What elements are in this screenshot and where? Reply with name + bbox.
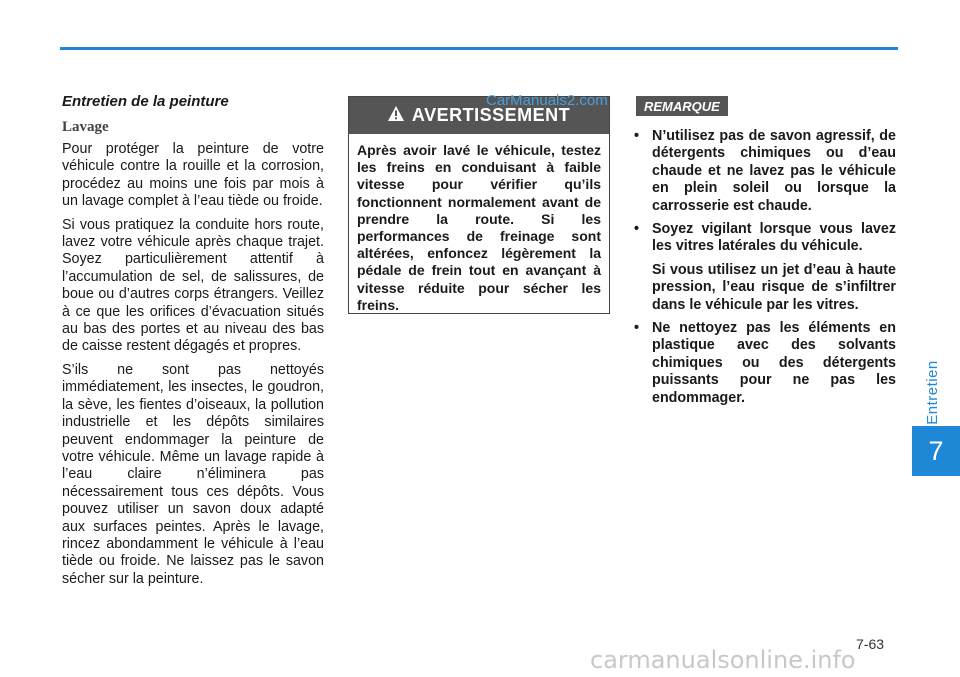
remark-item <box>632 221 896 314</box>
remark-paragraph: N’utilisez pas de savon agressif, de détergents chimiques ou d’eau chaude et ne lavez pas le véhicule en plein soleil ou lorsque la carrosserie est chaude. <box>652 128 896 214</box>
page-number: 7-63 <box>856 636 885 652</box>
chapter-side-label <box>916 352 948 432</box>
watermark-top[interactable]: CarManuals2.com <box>486 92 608 109</box>
footer-watermark[interactable]: carmanualsonline.info <box>590 646 856 674</box>
body-paragraph: S’ils ne sont pas nettoyés immédiatement, les insectes, le goudron, la sève, les fientes d’oiseaux, la pollution industrielle et les dépôts similaires peuvent endommager la peinture de votre véhicule. Même un lavage rapide à l’eau claire n’éliminera pas nécessairement tous ces dépôts. Vous pouvez utiliser un savon doux adapté aux surfaces peintes. Après le lavage, rincez abondamment le véhicule à l’eau tiède ou froide. Ne laissez pas le savon sécher sur la peinture. <box>62 361 324 587</box>
body-paragraph: Pour protéger la peinture de votre véhicule contre la rouille et la corrosion, procédez au moins une fois par mois à un lavage complet à l’eau tiède ou froide. <box>62 141 324 210</box>
remark-item <box>632 320 896 407</box>
section-title: Entretien de la peinture <box>62 93 229 110</box>
warning-triangle-icon <box>388 105 404 126</box>
chapter-number-tab: 7 <box>912 426 960 476</box>
bullet-icon: • <box>634 320 640 337</box>
remark-item <box>632 128 896 215</box>
remark-list <box>632 128 896 413</box>
warning-title: AVERTISSEMENT <box>411 105 571 125</box>
bullet-icon: • <box>634 128 640 144</box>
remark-badge: REMARQUE <box>636 96 728 116</box>
chapter-label-text: Entretien <box>923 359 941 425</box>
subsection-title: Lavage <box>62 119 109 135</box>
remark-paragraph: Soyez vigilant lorsque vous lavez les vitres latérales du véhicule. <box>652 221 896 255</box>
remark-paragraph: Ne nettoyez pas les éléments en plastique avec des solvants chimiques ou des détergents puissants pour ne pas les endommager. <box>652 320 896 406</box>
body-paragraph: Si vous pratiquez la conduite hors route, lavez votre véhicule après chaque trajet. Soyez particulièrement attentif à l’accumulation de sel, de salissures, de boue ou d’autres corps étrangers. Veillez à ce que les orifices d’évacuation situés au bas des portes et au niveau des bas de caisse restent dégagés et propres. <box>62 216 324 355</box>
warning-box <box>348 96 610 314</box>
text-column-left <box>62 92 324 594</box>
header-rule <box>60 47 898 50</box>
remark-paragraph: Si vous utilisez un jet d’eau à haute pression, l’eau risque de s’infiltrer dans le véhicule par les vitres. <box>652 261 896 313</box>
bullet-icon: • <box>634 221 640 238</box>
warning-text: Après avoir lavé le véhicule, testez les freins en conduisant à faible vitesse pour vérifier qu’ils fonctionnent normalement avant de prendre la route. Si les performances de freinage sont altérées, enfoncez légèrement la pédale de frein tout en avançant à vitesse réduite pour sécher les freins. <box>357 142 601 313</box>
